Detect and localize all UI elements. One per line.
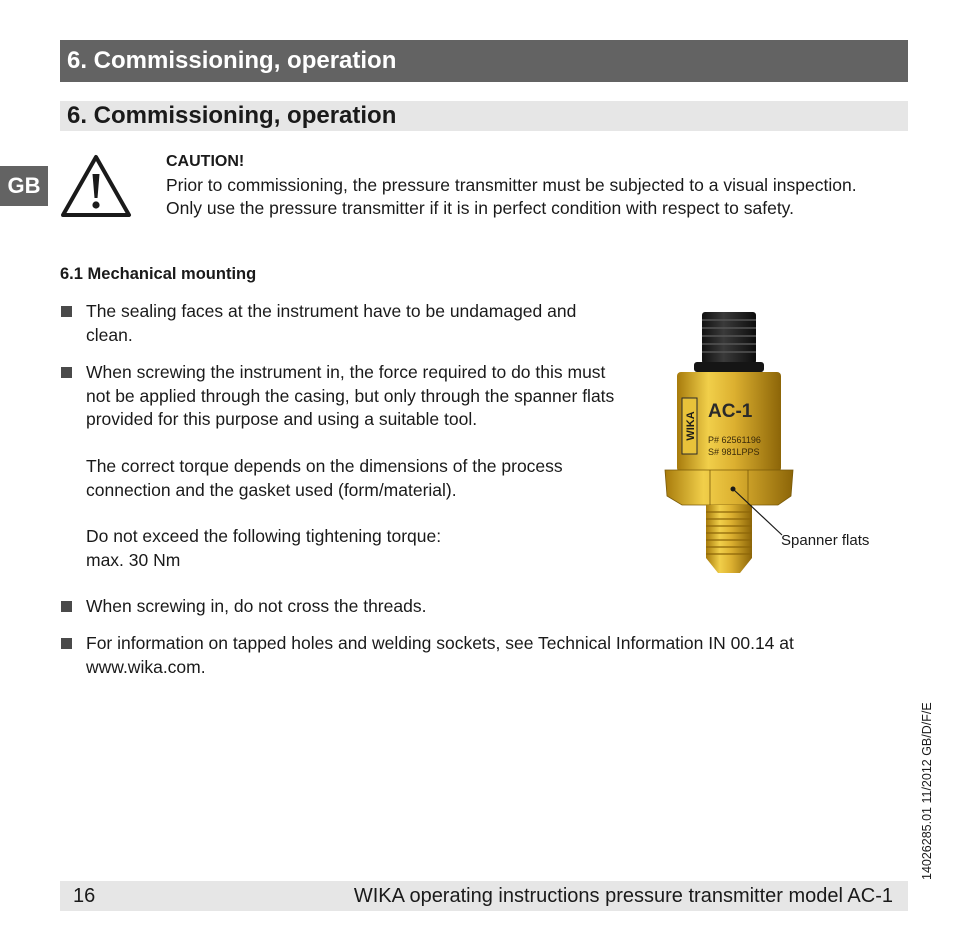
caution-text	[166, 174, 906, 220]
model-label: AC-1	[708, 401, 753, 422]
footer-bar	[60, 881, 908, 911]
caution-line: Prior to commissioning, the pressure transmitter must be subjected to a visual inspection.	[166, 175, 857, 195]
language-tab: GB	[0, 166, 48, 206]
spanner-flats-label: Spanner flats	[781, 532, 870, 549]
text-line: not be applied through the casing, but only through the spanner flats	[86, 385, 615, 406]
bullet-square	[61, 638, 72, 649]
bullet-text: When screwing in, do not cross the threads.	[86, 596, 427, 616]
serial-p-label: P# 62561196	[708, 435, 761, 445]
max-torque-paragraph	[86, 525, 441, 572]
bullet-text	[86, 300, 576, 347]
text-line: The correct torque depends on the dimensions of the process	[86, 456, 563, 476]
bullet-text	[86, 632, 794, 679]
caution-line: Only use the pressure transmitter if it is in perfect condition with respect to safety.	[166, 198, 795, 218]
text-line: connection and the gasket used (form/material).	[86, 479, 457, 500]
caution-title: CAUTION!	[166, 153, 245, 170]
bullet-square	[61, 367, 72, 378]
bullet-square	[61, 306, 72, 317]
bullet-text	[86, 361, 614, 432]
subsection-heading: 6.1 Mechanical mounting	[60, 265, 257, 283]
text-line: The sealing faces at the instrument have to be undamaged and	[86, 301, 577, 321]
warning-triangle-icon	[60, 154, 132, 218]
text-line: max. 30 Nm	[86, 549, 181, 570]
footer-title: WIKA operating instructions pressure transmitter model AC-1	[353, 885, 893, 907]
torque-paragraph	[86, 455, 563, 502]
section-subtitle: 6. Commissioning, operation	[67, 102, 397, 129]
text-line: For information on tapped holes and welding sockets, see Technical Information IN 00.14 at	[86, 633, 794, 653]
text-line: Do not exceed the following tightening torque:	[86, 526, 442, 546]
serial-s-label: S# 981LPPS	[708, 447, 760, 457]
text-line: clean.	[86, 324, 133, 345]
document-code: 14026285.01 11/2012 GB/D/F/E	[920, 702, 934, 880]
text-line: www.wika.com.	[86, 656, 206, 677]
bullet-square	[61, 601, 72, 612]
brand-label: WIKA	[685, 411, 697, 441]
section-title: 6. Commissioning, operation	[67, 47, 397, 74]
page-number: 16	[73, 885, 96, 907]
text-line: When screwing the instrument in, the force required to do this must	[86, 362, 606, 382]
text-line: provided for this purpose and using a suitable tool.	[86, 409, 478, 429]
section-header-bar	[60, 40, 908, 82]
section-subheader-bar	[60, 101, 908, 131]
